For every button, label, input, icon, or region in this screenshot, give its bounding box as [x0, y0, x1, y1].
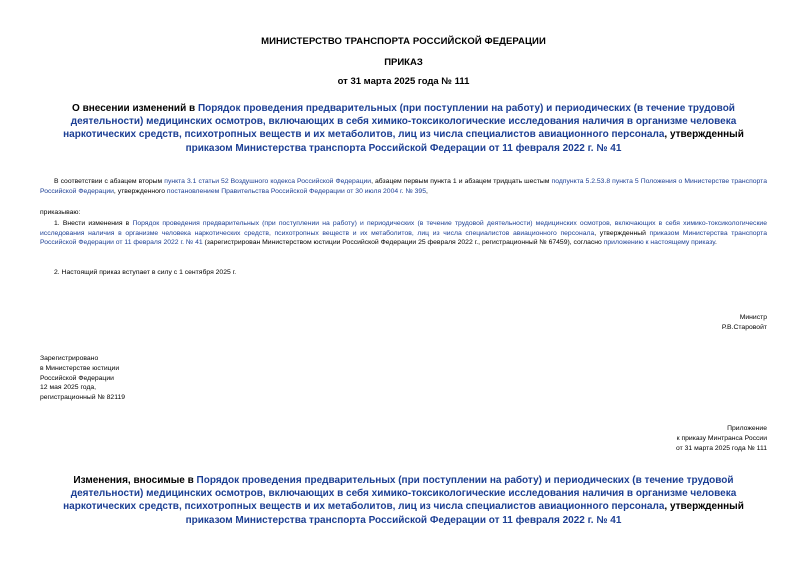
doc-type-heading: ПРИКАЗ: [384, 57, 423, 68]
title-prefix: О внесении изменений в: [72, 103, 198, 114]
changes-title-link-procedure[interactable]: Порядок проведения предварительных (при поступлении на работу) и периодических (в течение трудовой деятельности) медицинских осмотров, включающих в себя химико-токсикологические исследования наличия в организме человека наркотических средств, психотропных веществ и их метаболитов, лиц из числа специалистов авиационного персонала: [63, 475, 737, 513]
appendix-block: [676, 424, 767, 453]
registration-line-4: 12 мая 2025 года,: [40, 384, 97, 392]
appendix-line-1: Приложение: [727, 425, 767, 432]
preamble-text-1: В соответствии с абзацем вторым: [54, 178, 165, 185]
item-2-paragraph: 2. Настоящий приказ вступает в силу с 1 сентября 2025 г.: [54, 269, 237, 276]
changes-title: [40, 474, 767, 527]
item1-text-4: .: [715, 239, 717, 247]
registration-block: [40, 354, 125, 403]
appendix-line-2: к приказу Минтранса России: [676, 434, 767, 442]
registration-line-5: регистрационный № 82119: [40, 394, 126, 402]
preamble-text-2: , абзацем первым пункта 1 и абзацем тридцать шестым: [371, 178, 552, 185]
changes-title-prefix: Изменения, вносимые в: [73, 475, 197, 486]
item1-text-3: (зарегистрирован Министерством юстиции Российской Федерации 25 февраля 2022 г., регистрационный № 67459), согласно: [202, 239, 604, 247]
preamble-link-resolution[interactable]: постановлением Правительства Российской Федерации от 30 июля 2004 г. № 395: [166, 187, 426, 195]
changes-title-link-order[interactable]: приказом Министерства транспорта Российской Федерации от 11 февраля 2022 г. № 41: [185, 514, 622, 526]
title-link-order[interactable]: приказом Министерства транспорта Российской Федерации от 11 февраля 2022 г. № 41: [185, 142, 622, 154]
item1-link-order[interactable]: приказом Министерства транспорта Российской Федерации от 11 февраля 2022 г. № 41: [40, 229, 767, 247]
item-1-paragraph: [40, 219, 767, 248]
date-number-heading: от 31 марта 2025 года № 111: [337, 76, 470, 87]
item1-text-2: , утвержденный: [594, 229, 650, 237]
orders-word: приказываю:: [40, 209, 81, 216]
item1-link-appendix[interactable]: приложению к настоящему приказу: [603, 239, 716, 247]
preamble-paragraph: [40, 177, 767, 196]
title-link-procedure[interactable]: Порядок проведения предварительных (при поступлении на работу) и периодических (в течение трудовой деятельности) медицинских осмотров, включающих в себя химико-токсикологические исследования наличия в организме человека наркотических средств, психотропных веществ и их метаболитов, лиц из числа специалистов авиационного персонала: [63, 103, 737, 141]
item1-link-procedure[interactable]: Порядок проведения предварительных (при поступлении на работу) и периодических (в течение трудовой деятельности) медицинских осмотров, включающих в себя химико-токсикологические исследования наличия в организме человека наркотических средств, психотропных веществ и их метаболитов, лиц из числа специалистов авиационного персонала: [40, 220, 767, 237]
document-title: [40, 102, 767, 155]
registration-line-3: Российской Федерации: [40, 374, 114, 382]
ministry-heading: МИНИСТЕРСТВО ТРАНСПОРТА РОССИЙСКОЙ ФЕДЕРАЦИИ: [261, 36, 546, 47]
preamble-text-3: , утвержденного: [113, 187, 167, 195]
signature-block: [722, 313, 767, 333]
appendix-line-3: от 31 марта 2025 года № 111: [676, 444, 767, 452]
registration-line-1: Зарегистрировано: [40, 355, 99, 362]
preamble-link-regulation[interactable]: подпункта 5.2.53.8 пункта 5 Положения о Министерстве транспорта Российской Федерации: [40, 178, 767, 195]
item1-text-1: 1. Внести изменения в: [54, 220, 133, 227]
signature-position: Министр: [739, 314, 767, 321]
signature-name: Р.В.Старовойт: [721, 323, 767, 331]
changes-title-middle: , утвержденный: [664, 501, 744, 513]
registration-line-2: в Министерстве юстиции: [40, 364, 120, 372]
title-middle: , утвержденный: [664, 129, 744, 141]
preamble-text-4: ,: [425, 187, 428, 195]
preamble-link-air-code[interactable]: пункта 3.1 статьи 52 Воздушного кодекса Российской Федерации: [164, 178, 372, 185]
